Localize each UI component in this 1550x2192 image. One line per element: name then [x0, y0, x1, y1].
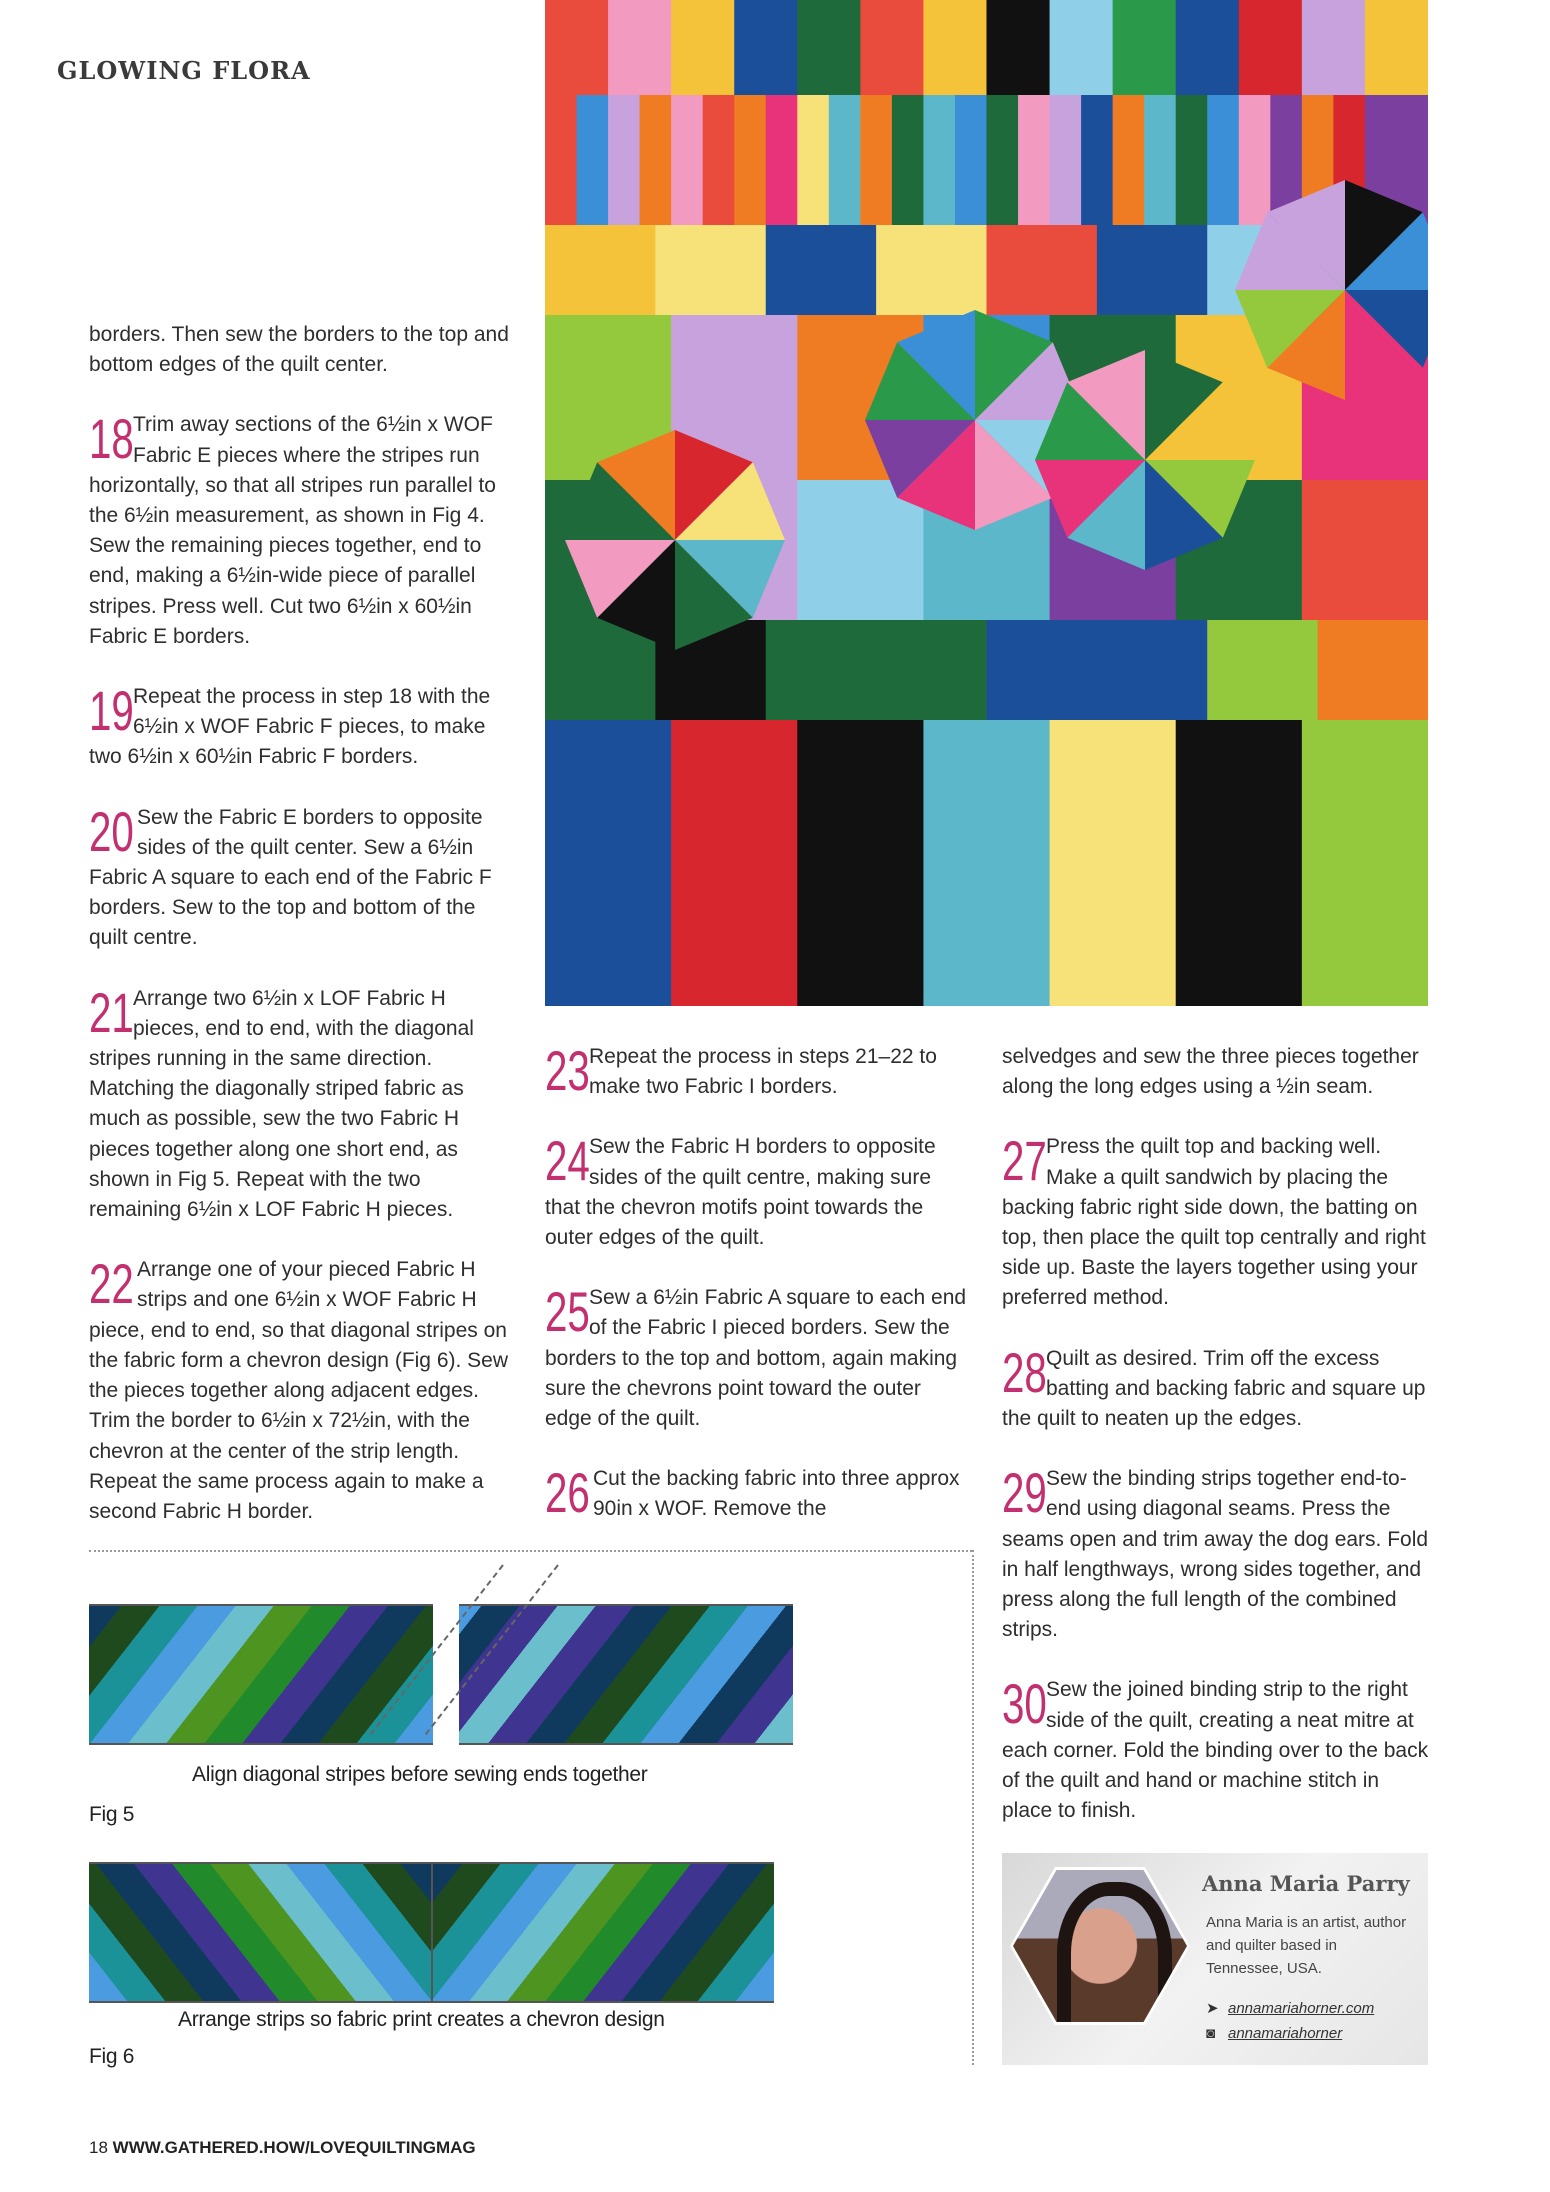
- magazine-url: WWW.GATHERED.HOW/LOVEQUILTINGMAG: [112, 2138, 476, 2157]
- divider: [972, 1550, 974, 2065]
- step-26: 26 Cut the backing fabric into three approx 90in x WOF. Remove the: [545, 1461, 960, 1525]
- fig5-label: Fig 5: [89, 1803, 135, 1826]
- author-description: Anna Maria is an artist, author and quilter based in Tennessee, USA.: [1206, 1914, 1407, 1977]
- step-29: 29 Sew the binding strips together end-to-end using diagonal seams. Press the seams open and trim away the dog ears. Fold in half lengthways, wrong sides together, and press along the full length of the combined strips.: [1002, 1461, 1429, 1642]
- step-23: 23 Repeat the process in steps 21–22 to make two Fabric I borders.: [545, 1039, 937, 1102]
- section-title: GLOWING FLORA: [57, 56, 311, 85]
- page-footer: [89, 2138, 476, 2158]
- intro-text: borders. Then sew the borders to the top and bottom edges of the quilt center.: [89, 323, 509, 377]
- step-30: 30 Sew the joined binding strip to the right side of the quilt, creating a neat mitre at each corner. Fold the binding over to the back of the quilt and hand or machine stitch in place to finish.: [1002, 1672, 1429, 1823]
- step-27: 27 Press the quilt top and backing well. Make a quilt sandwich by placing the backing fabric right side down, the batting on top, then place the quilt top centrally and right side up. Baste the layers together using your preferred method.: [1002, 1129, 1426, 1310]
- fig6-caption: Arrange strips so fabric print creates a chevron design: [178, 2008, 665, 2031]
- website-link[interactable]: ➤ annamariahorner.com: [1206, 2000, 1375, 2017]
- step-19: 19 Repeat the process in step 18 with the 6½in x WOF Fabric F pieces, to make two 6½in x 60½in Fabric F borders.: [89, 679, 491, 769]
- step-20: 20 Sew the Fabric E borders to opposite sides of the quilt center. Sew a 6½in Fabric A square to each end of the Fabric F borders. Sew to the top and bottom of the quilt centre.: [89, 799, 492, 950]
- fig6-chevron-strip: [89, 1862, 774, 2003]
- step-25: 25 Sew a 6½in Fabric A square to each end of the Fabric I pieced borders. Sew the borders to the top and bottom, again making sure the chevrons point toward the outer edge of the quilt.: [545, 1280, 967, 1431]
- page-number: 18: [89, 2138, 108, 2157]
- intro-text: selvedges and sew the three pieces together along the long edges using a ½in seam.: [1002, 1045, 1419, 1099]
- instagram-icon: ◙: [1206, 2025, 1216, 2042]
- right-column: [1002, 1042, 1432, 1856]
- left-column: [89, 320, 509, 1557]
- fig5-strip-left: [89, 1604, 433, 1745]
- step-18: 18 Trim away sections of the 6½in x WOF Fabric E pieces where the stripes run horizontally, so that all stripes run parallel to the 6½in measurement, as shown in Fig 4. Sew the remaining pieces together, end to end, making a 6½in-wide piece of parallel stripes. Press well. Cut two 6½in x 60½in Fabric E borders.: [89, 407, 496, 648]
- instagram-link[interactable]: ◙ annamariahorner: [1206, 2025, 1343, 2042]
- author-name: Anna Maria Parry: [1202, 1871, 1410, 1896]
- author-photo: [1010, 1867, 1190, 2025]
- divider: [89, 1550, 972, 1552]
- cursor-arrow-icon: ➤: [1206, 2000, 1219, 2017]
- step-21: 21 Arrange two 6½in x LOF Fabric H pieces, end to end, with the diagonal stripes running in the same direction. Matching the diagonally striped fabric as much as possible, sew the two Fabric H pieces together along one short end, as shown in Fig 5. Repeat with the two remaining 6½in x LOF Fabric H pieces.: [89, 980, 474, 1222]
- step-22: 22 Arrange one of your pieced Fabric H strips and one 6½in x WOF Fabric H piece, end to end, so that diagonal stripes on the fabric form a chevron design (Fig 6). Sew the pieces together along adjacent edges. Trim the border to 6½in x 72½in, with the chevron at the center of the strip length. Repeat the same process again to make a second Fabric H border.: [89, 1252, 509, 1523]
- fig6-label: Fig 6: [89, 2045, 135, 2068]
- quilt-photo: [545, 0, 1428, 1006]
- middle-column: [545, 1039, 970, 1555]
- fig5-caption: Align diagonal stripes before sewing ends together: [192, 1763, 648, 1786]
- step-28: 28 Quilt as desired. Trim off the excess batting and backing fabric and square up the quilt to neaten up the edges.: [1002, 1340, 1426, 1431]
- author-bio: [1002, 1853, 1428, 2065]
- step-24: 24 Sew the Fabric H borders to opposite sides of the quilt centre, making sure that the chevron motifs point towards the outer edges of the quilt.: [545, 1129, 936, 1250]
